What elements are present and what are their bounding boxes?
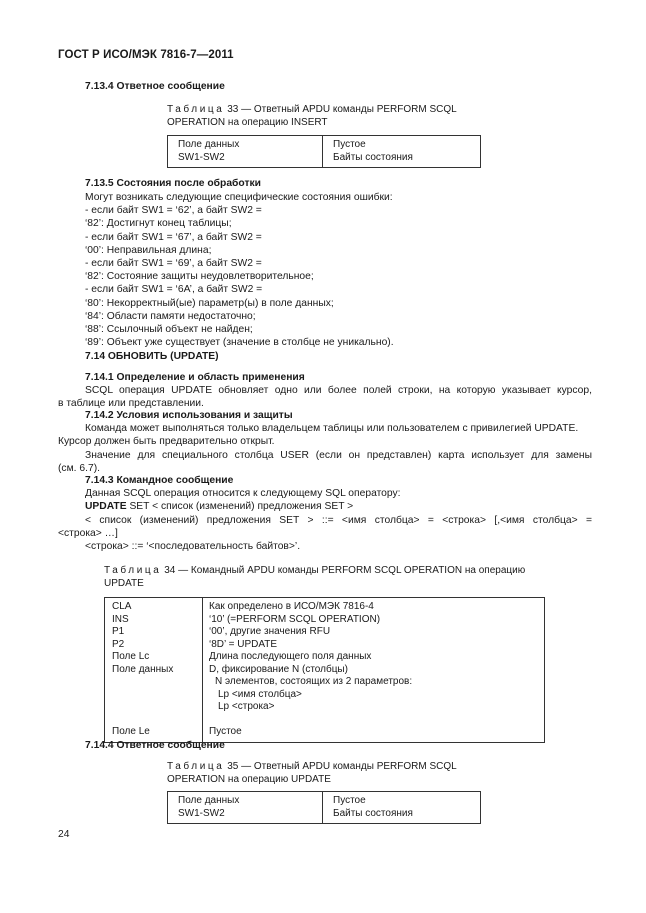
caption-text-line2: OPERATION на операцию UPDATE	[167, 774, 331, 785]
table-cell	[112, 689, 192, 702]
table-cell	[209, 714, 534, 727]
table-cell: Поле данных	[178, 795, 240, 806]
table-cell: Байты состояния	[333, 807, 413, 819]
paragraph-update-definition-cont: в таблице или представлении.	[58, 398, 204, 409]
list-item: - если байт SW1 = ‘67’, а байт SW2 =	[85, 231, 262, 243]
table-cell: Длина последующего поля данных	[209, 651, 372, 662]
paragraph-user-column-cont: (см. 6.7).	[58, 463, 100, 474]
list-item: ‘80’: Некорректный(ые) параметр(ы) в поле данных;	[85, 297, 334, 309]
table-35-col2	[323, 792, 481, 824]
table-34-col1	[105, 598, 203, 743]
document-header: ГОСТ Р ИСО/МЭК 7816-7—2011	[58, 49, 234, 61]
table-cell: Пустое	[209, 726, 242, 737]
table-cell: SW1-SW2	[178, 807, 225, 819]
caption-text: 35 — Ответный APDU команды PERFORM SCQL	[227, 761, 457, 772]
list-item: - если байт SW1 = ‘62’, а байт SW2 =	[85, 205, 262, 217]
table-cell	[112, 714, 192, 727]
table-33-caption	[167, 103, 457, 129]
table-cell: CLA	[112, 601, 132, 612]
section-heading-7-14-4: 7.14.4 Ответное сообщение	[85, 740, 225, 751]
table-label: Таблица	[167, 761, 225, 772]
section-heading-7-14-2: 7.14.2 Условия использования и защиты	[85, 410, 293, 421]
table-cell: SW1-SW2	[178, 151, 225, 163]
list-item: ‘82’: Состояние защиты неудовлетворительное;	[85, 271, 314, 283]
table-34-caption	[104, 564, 525, 590]
paragraph-update-definition: SCQL операция UPDATE обновляет одно или более полей строки, на которую указывает курсор,	[85, 385, 592, 396]
section-heading-7-13-5: 7.13.5 Состояния после обработки	[85, 178, 261, 189]
table-35-col1	[168, 792, 323, 824]
list-item: ‘89’: Объект уже существует (значение в столбце не уникально).	[85, 337, 394, 349]
list-item: - если байт SW1 = ‘69’, а байт SW2 =	[85, 258, 262, 270]
table-cell: Lp <имя столбца>	[218, 688, 302, 700]
table-cell: Байты состояния	[333, 151, 413, 163]
paragraph-sql-operator: Данная SCQL операция относится к следующему SQL оператору:	[85, 488, 401, 499]
table-cell: Поле Lc	[112, 651, 150, 662]
caption-text: 33 — Ответный APDU команды PERFORM SCQL	[227, 104, 457, 115]
table-cell: Lp <строка>	[218, 701, 275, 712]
list-item: ‘88’: Ссылочный объект не найден;	[85, 324, 253, 336]
paragraph-usage-conditions-cont: Курсор должен быть предварительно открыт.	[58, 436, 275, 447]
table-cell: P2	[112, 638, 125, 650]
table-35-caption	[167, 760, 457, 786]
set-list-syntax-cont: <строка> …]	[58, 528, 118, 539]
set-list-syntax: < список (изменений) предложения SET > ::= <имя столбца> = <строка> [,<имя столбца> =	[85, 515, 592, 526]
update-keyword: UPDATE	[85, 501, 127, 512]
table-cell: P1	[112, 626, 125, 637]
table-cell: D, фиксирование N (столбцы)	[209, 663, 348, 675]
section-heading-7-14-1: 7.14.1 Определение и область применения	[85, 372, 305, 383]
table-cell: INS	[112, 613, 129, 625]
list-item: ‘84’: Области памяти недостаточно;	[85, 310, 256, 322]
paragraph-user-column: Значение для специального столбца USER (если он представлен) карта использует для замены	[85, 450, 592, 461]
page-number: 24	[58, 829, 70, 840]
section-heading-7-14-3: 7.14.3 Командное сообщение	[85, 475, 234, 486]
caption-text: 34 — Командный APDU команды PERFORM SCQL OPERATION на операцию	[164, 565, 526, 576]
table-34-col2	[203, 598, 545, 743]
table-cell: Как определено в ИСО/МЭК 7816-4	[209, 601, 374, 612]
list-item: - если байт SW1 = ‘6A’, а байт SW2 =	[85, 284, 263, 296]
table-cell	[112, 676, 192, 689]
table-33-col1	[168, 136, 323, 168]
table-34	[104, 597, 545, 743]
table-label: Таблица	[104, 565, 162, 576]
table-cell: ‘8D’ = UPDATE	[209, 638, 278, 650]
paragraph-usage-conditions: Команда может выполняться только владельцем таблицы или пользователем с привилегией UPDATE.	[85, 423, 579, 434]
string-syntax: <строка> ::= ‘<последовательность байтов>’.	[85, 541, 301, 552]
table-cell: Поле Le	[112, 726, 150, 737]
update-syntax-line	[85, 501, 353, 512]
list-item: ‘00’: Неправильная длина;	[85, 244, 212, 256]
table-33	[167, 135, 481, 168]
table-cell: Поле данных	[178, 139, 240, 150]
table-cell	[112, 701, 192, 714]
caption-text-line2: OPERATION на операцию INSERT	[167, 117, 328, 128]
list-item: ‘82’: Достигнут конец таблицы;	[85, 218, 232, 230]
table-cell: Пустое	[333, 795, 366, 806]
list-item: Могут возникать следующие специфические состояния ошибки:	[85, 192, 393, 203]
update-syntax-rest: SET < список (изменений) предложения SET >	[126, 501, 354, 512]
table-cell: ‘10’ (=PERFORM SCQL OPERATION)	[209, 613, 381, 625]
table-label: Таблица	[167, 104, 225, 115]
section-heading-7-13-4: 7.13.4 Ответное сообщение	[85, 81, 225, 92]
table-cell: N элементов, состоящих из 2 параметров:	[215, 676, 413, 687]
table-35	[167, 791, 481, 824]
table-cell: Поле данных	[112, 663, 174, 675]
error-states-list	[85, 191, 394, 349]
table-cell: ‘00’, другие значения RFU	[209, 626, 331, 637]
table-33-col2	[323, 136, 481, 168]
caption-text-line2: UPDATE	[104, 578, 144, 589]
table-cell: Пустое	[333, 139, 366, 150]
section-heading-7-14: 7.14 ОБНОВИТЬ (UPDATE)	[85, 351, 219, 362]
